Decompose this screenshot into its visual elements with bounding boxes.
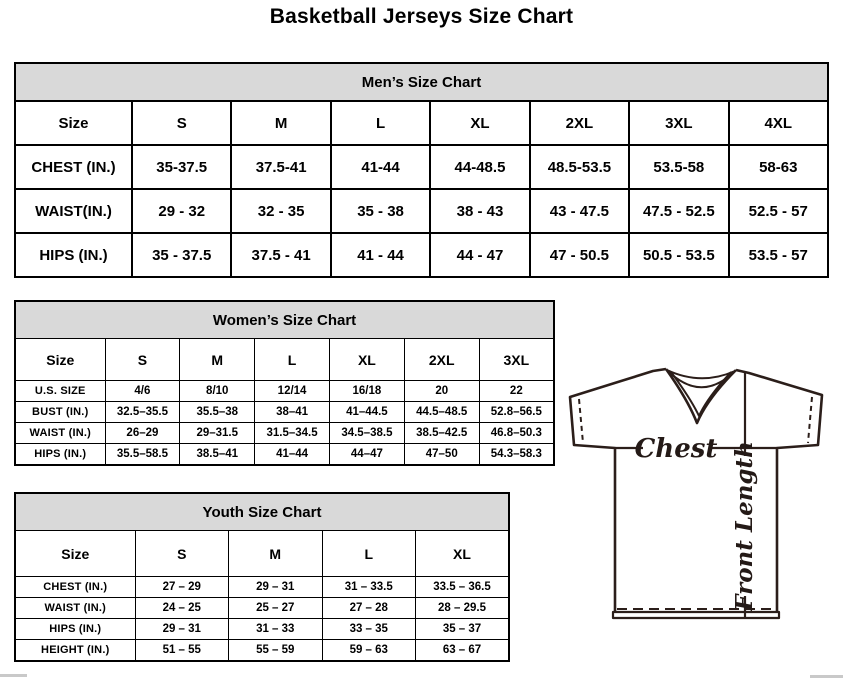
chest-label: Chest [634,434,718,464]
mens_chart-col-xl: XL [430,101,529,145]
womens_chart-title: Women’s Size Chart [15,301,554,339]
mens_chart-cell: 35-37.5 [132,145,231,189]
front-length-label: Front Length [731,441,758,611]
womens_chart-cell: 38.5–42.5 [404,423,479,444]
womens_chart-cell: 38–41 [255,402,330,423]
youth_chart-col-l: L [322,531,416,577]
mens_chart-col-m: M [231,101,330,145]
womens_chart-row-label: BUST (IN.) [15,402,105,423]
mens_chart-cell: 43 - 47.5 [530,189,629,233]
womens_chart-row-label: U.S. SIZE [15,381,105,402]
youth_chart-header-band [15,493,509,531]
jersey-outline-left [570,369,666,612]
mens_chart-cell: 37.5-41 [231,145,330,189]
mens_chart-col-s: S [132,101,231,145]
mens_chart-column-header-row [15,101,828,145]
youth_chart-cell: 55 – 59 [229,640,323,662]
table-row [15,402,554,423]
table-row [15,598,509,619]
youth_chart-cell: 59 – 63 [322,640,416,662]
horizontal-scrollbar-fragment-right[interactable] [810,675,843,678]
womens_chart-col-3xl: 3XL [479,339,554,381]
womens_chart-cell: 16/18 [329,381,404,402]
table-row [15,381,554,402]
mens_chart-cell: 44 - 47 [430,233,529,277]
jersey-hem [613,612,779,618]
womens_chart-header-band [15,301,554,339]
right-cuff-dashed-line [808,397,812,443]
table-row [15,619,509,640]
mens_chart-cell: 44-48.5 [430,145,529,189]
womens_chart-cell: 41–44.5 [329,402,404,423]
womens_chart-cell: 44–47 [329,444,404,466]
womens_chart-row-label: WAIST (IN.) [15,423,105,444]
mens_chart-title: Men’s Size Chart [15,63,828,101]
mens_chart-cell: 52.5 - 57 [729,189,828,233]
womens_chart-col-xl: XL [329,339,404,381]
youth-size-chart-table [14,492,510,662]
youth_chart-cell: 33.5 – 36.5 [416,577,510,598]
mens_chart-cell: 50.5 - 53.5 [629,233,728,277]
womens_chart-cell: 52.8–56.5 [479,402,554,423]
youth_chart-cell: 51 – 55 [135,640,229,662]
mens_chart-row-label: HIPS (IN.) [15,233,132,277]
youth_chart-row-label: HIPS (IN.) [15,619,135,640]
youth_chart-cell: 31 – 33 [229,619,323,640]
left-cuff-dashed-line [579,399,583,443]
mens_chart-cell: 48.5-53.5 [530,145,629,189]
womens_chart-size-label: Size [15,339,105,381]
womens_chart-cell: 54.3–58.3 [479,444,554,466]
womens_chart-cell: 31.5–34.5 [255,423,330,444]
womens-size-chart-table [14,300,555,466]
womens_chart-cell: 26–29 [105,423,180,444]
mens_chart-cell: 41-44 [331,145,430,189]
mens_chart-cell: 53.5 - 57 [729,233,828,277]
mens_chart-cell: 38 - 43 [430,189,529,233]
table-row [15,444,554,466]
youth_chart-col-m: M [229,531,323,577]
page-title: Basketball Jerseys Size Chart [269,5,574,28]
youth_chart-title: Youth Size Chart [15,493,509,531]
youth_chart-cell: 27 – 28 [322,598,416,619]
mens_chart-cell: 47 - 50.5 [530,233,629,277]
horizontal-scrollbar-fragment-left[interactable] [0,674,27,677]
womens_chart-column-header-row [15,339,554,381]
youth_chart-cell: 63 – 67 [416,640,510,662]
womens_chart-col-m: M [180,339,255,381]
youth_chart-cell: 29 – 31 [135,619,229,640]
womens_chart-cell: 34.5–38.5 [329,423,404,444]
youth_chart-cell: 33 – 35 [322,619,416,640]
table-row [15,233,828,277]
youth_chart-cell: 35 – 37 [416,619,510,640]
womens_chart-cell: 8/10 [180,381,255,402]
womens_chart-cell: 32.5–35.5 [105,402,180,423]
mens_chart-header-band [15,63,828,101]
youth_chart-cell: 29 – 31 [229,577,323,598]
jersey-measurement-diagram [560,366,832,624]
youth_chart-cell: 28 – 29.5 [416,598,510,619]
mens_chart-cell: 53.5-58 [629,145,728,189]
womens_chart-cell: 20 [404,381,479,402]
womens_chart-cell: 22 [479,381,554,402]
mens_chart-cell: 29 - 32 [132,189,231,233]
table-row [15,189,828,233]
youth_chart-row-label: WAIST (IN.) [15,598,135,619]
youth_chart-cell: 25 – 27 [229,598,323,619]
youth_chart-column-header-row [15,531,509,577]
table-row [15,423,554,444]
mens_chart-col-4xl: 4XL [729,101,828,145]
table-row [15,640,509,662]
youth_chart-cell: 24 – 25 [135,598,229,619]
womens_chart-cell: 12/14 [255,381,330,402]
womens_chart-cell: 35.5–38 [180,402,255,423]
jersey-collar-rib-1 [667,370,735,378]
mens_chart-size-label: Size [15,101,132,145]
mens_chart-cell: 35 - 38 [331,189,430,233]
youth_chart-row-label: HEIGHT (IN.) [15,640,135,662]
youth_chart-row-label: CHEST (IN.) [15,577,135,598]
womens_chart-cell: 47–50 [404,444,479,466]
youth_chart-size-label: Size [15,531,135,577]
womens_chart-cell: 44.5–48.5 [404,402,479,423]
mens_chart-col-l: L [331,101,430,145]
womens_chart-cell: 46.8–50.3 [479,423,554,444]
mens_chart-cell: 41 - 44 [331,233,430,277]
mens_chart-cell: 35 - 37.5 [132,233,231,277]
mens_chart-row-label: CHEST (IN.) [15,145,132,189]
womens_chart-row-label: HIPS (IN.) [15,444,105,466]
youth_chart-cell: 27 – 29 [135,577,229,598]
mens_chart-col-3xl: 3XL [629,101,728,145]
table-row [15,145,828,189]
womens_chart-col-s: S [105,339,180,381]
mens_chart-cell: 32 - 35 [231,189,330,233]
mens_chart-cell: 47.5 - 52.5 [629,189,728,233]
youth_chart-cell: 31 – 33.5 [322,577,416,598]
mens_chart-cell: 58-63 [729,145,828,189]
mens_chart-row-label: WAIST(IN.) [15,189,132,233]
womens_chart-col-2xl: 2XL [404,339,479,381]
womens_chart-cell: 29–31.5 [180,423,255,444]
mens_chart-cell: 37.5 - 41 [231,233,330,277]
mens-size-chart-table [14,62,829,278]
womens_chart-cell: 4/6 [105,381,180,402]
womens_chart-col-l: L [255,339,330,381]
womens_chart-cell: 41–44 [255,444,330,466]
youth_chart-col-s: S [135,531,229,577]
womens_chart-cell: 35.5–58.5 [105,444,180,466]
mens_chart-col-2xl: 2XL [530,101,629,145]
table-row [15,577,509,598]
womens_chart-cell: 38.5–41 [180,444,255,466]
youth_chart-col-xl: XL [416,531,510,577]
